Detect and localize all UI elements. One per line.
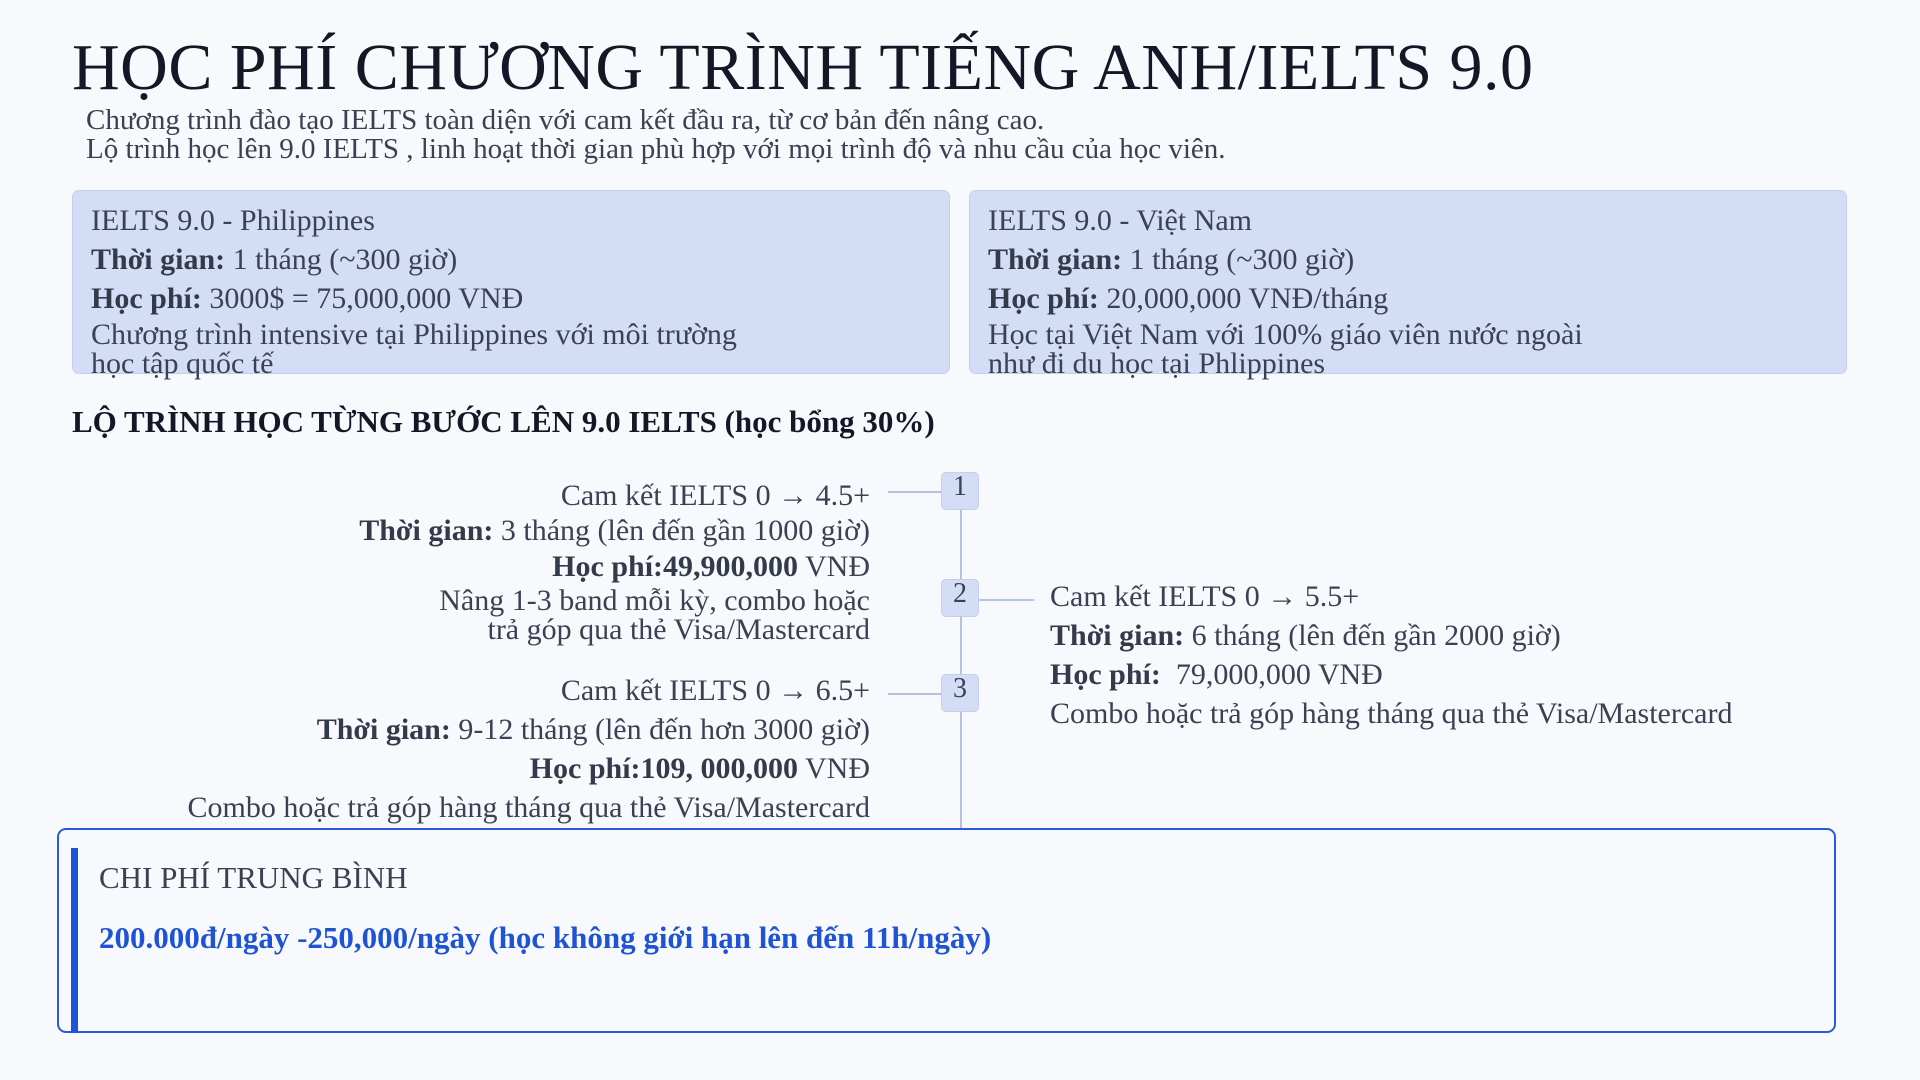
step-note: Nâng 1-3 band mỗi kỳ, combo hoặc trả góp qua thẻ Visa/Mastercard bbox=[439, 584, 870, 646]
step-commitment: Cam kết IELTS 0 → 5.5+ bbox=[1050, 580, 1360, 613]
fee-label: Học phí: bbox=[988, 282, 1099, 315]
step-number-badge: 3 bbox=[941, 674, 979, 712]
roadmap-step-2 bbox=[1050, 577, 1732, 733]
program-description: Học tại Việt Nam với 100% giáo viên nước ngoài như đi du học tại Phlippines bbox=[988, 318, 1583, 380]
fee-amount: 49,900,000 bbox=[663, 550, 799, 583]
program-name: IELTS 9.0 - Philippines bbox=[91, 204, 375, 237]
program-description: Chương trình intensive tại Philippines với môi trường học tập quốc tế bbox=[91, 318, 737, 380]
fee-amount: 109, 000,000 bbox=[640, 752, 799, 785]
step-fee bbox=[359, 548, 870, 586]
time-label: Thời gian: bbox=[91, 243, 226, 276]
fee-value: 3000$ = 75,000,000 VNĐ bbox=[209, 282, 524, 315]
step-time bbox=[359, 516, 870, 546]
program-name: IELTS 9.0 - Việt Nam bbox=[988, 204, 1253, 237]
fee-unit: VNĐ bbox=[805, 550, 870, 583]
roadmap-step-3 bbox=[188, 671, 870, 827]
program-card-philippines bbox=[72, 190, 950, 380]
time-value: 9-12 tháng (lên đến hơn 3000 giờ) bbox=[458, 713, 870, 746]
fee-label: Học phí: bbox=[91, 282, 202, 315]
step-commitment: Cam kết IELTS 0 → 6.5+ bbox=[560, 674, 870, 707]
step-number-badge: 1 bbox=[941, 472, 979, 510]
program-time bbox=[988, 240, 1828, 279]
page-subtitle bbox=[86, 106, 1226, 164]
timeline-connector bbox=[888, 491, 941, 493]
step-fee bbox=[1050, 655, 1732, 694]
average-cost-value: 200.000đ/ngày -250,000/ngày (học không giới hạn lên đến 11h/ngày) bbox=[99, 920, 992, 955]
program-fee bbox=[91, 279, 931, 318]
program-fee bbox=[988, 279, 1828, 318]
step-fee bbox=[188, 749, 870, 788]
time-label: Thời gian: bbox=[316, 713, 451, 746]
step-note: Combo hoặc trả góp hàng tháng qua thẻ Visa/Mastercard bbox=[187, 791, 870, 824]
step-commitment: Cam kết IELTS 0 → 4.5+ bbox=[560, 479, 870, 512]
time-value: 6 tháng (lên đến gần 2000 giờ) bbox=[1191, 619, 1561, 652]
timeline-line bbox=[960, 492, 962, 828]
fee-label: Học phí: bbox=[529, 752, 641, 785]
page-title: HỌC PHÍ CHƯƠNG TRÌNH TIẾNG ANH/IELTS 9.0 bbox=[72, 31, 1534, 104]
program-time bbox=[91, 240, 931, 279]
fee-label: Học phí: bbox=[1050, 658, 1161, 691]
subtitle-line: Lộ trình học lên 9.0 IELTS , linh hoạt thời gian phù hợp với mọi trình độ và nhu cầu của học viên. bbox=[86, 133, 1226, 165]
step-note: Combo hoặc trả góp hàng tháng qua thẻ Visa/Mastercard bbox=[1050, 697, 1733, 730]
program-card-vietnam bbox=[969, 190, 1847, 380]
timeline-connector bbox=[979, 599, 1034, 601]
fee-value: 20,000,000 VNĐ/tháng bbox=[1106, 282, 1389, 315]
subtitle-line: Chương trình đào tạo IELTS toàn diện với cam kết đầu ra, từ cơ bản đến nâng cao. bbox=[86, 104, 1045, 136]
time-value: 3 tháng (lên đến gần 1000 giờ) bbox=[500, 514, 870, 547]
timeline-connector bbox=[888, 693, 941, 695]
time-value: 1 tháng (~300 giờ) bbox=[232, 243, 458, 276]
time-label: Thời gian: bbox=[359, 514, 494, 547]
average-cost-label: CHI PHÍ TRUNG BÌNH bbox=[99, 860, 408, 895]
time-label: Thời gian: bbox=[1050, 619, 1185, 652]
roadmap-title: LỘ TRÌNH HỌC TỪNG BƯỚC LÊN 9.0 IELTS (học bổng 30%) bbox=[72, 404, 935, 439]
fee-unit: VNĐ bbox=[805, 752, 870, 785]
step-time bbox=[188, 710, 870, 749]
step-number-badge: 2 bbox=[941, 579, 979, 617]
roadmap-step-1 bbox=[359, 476, 870, 644]
time-value: 1 tháng (~300 giờ) bbox=[1129, 243, 1355, 276]
accent-bar bbox=[71, 848, 78, 1033]
time-label: Thời gian: bbox=[988, 243, 1123, 276]
fee-value: 79,000,000 VNĐ bbox=[1175, 658, 1383, 691]
fee-label: Học phí: bbox=[552, 550, 664, 583]
average-cost-box bbox=[57, 828, 1836, 1033]
step-time bbox=[1050, 616, 1732, 655]
